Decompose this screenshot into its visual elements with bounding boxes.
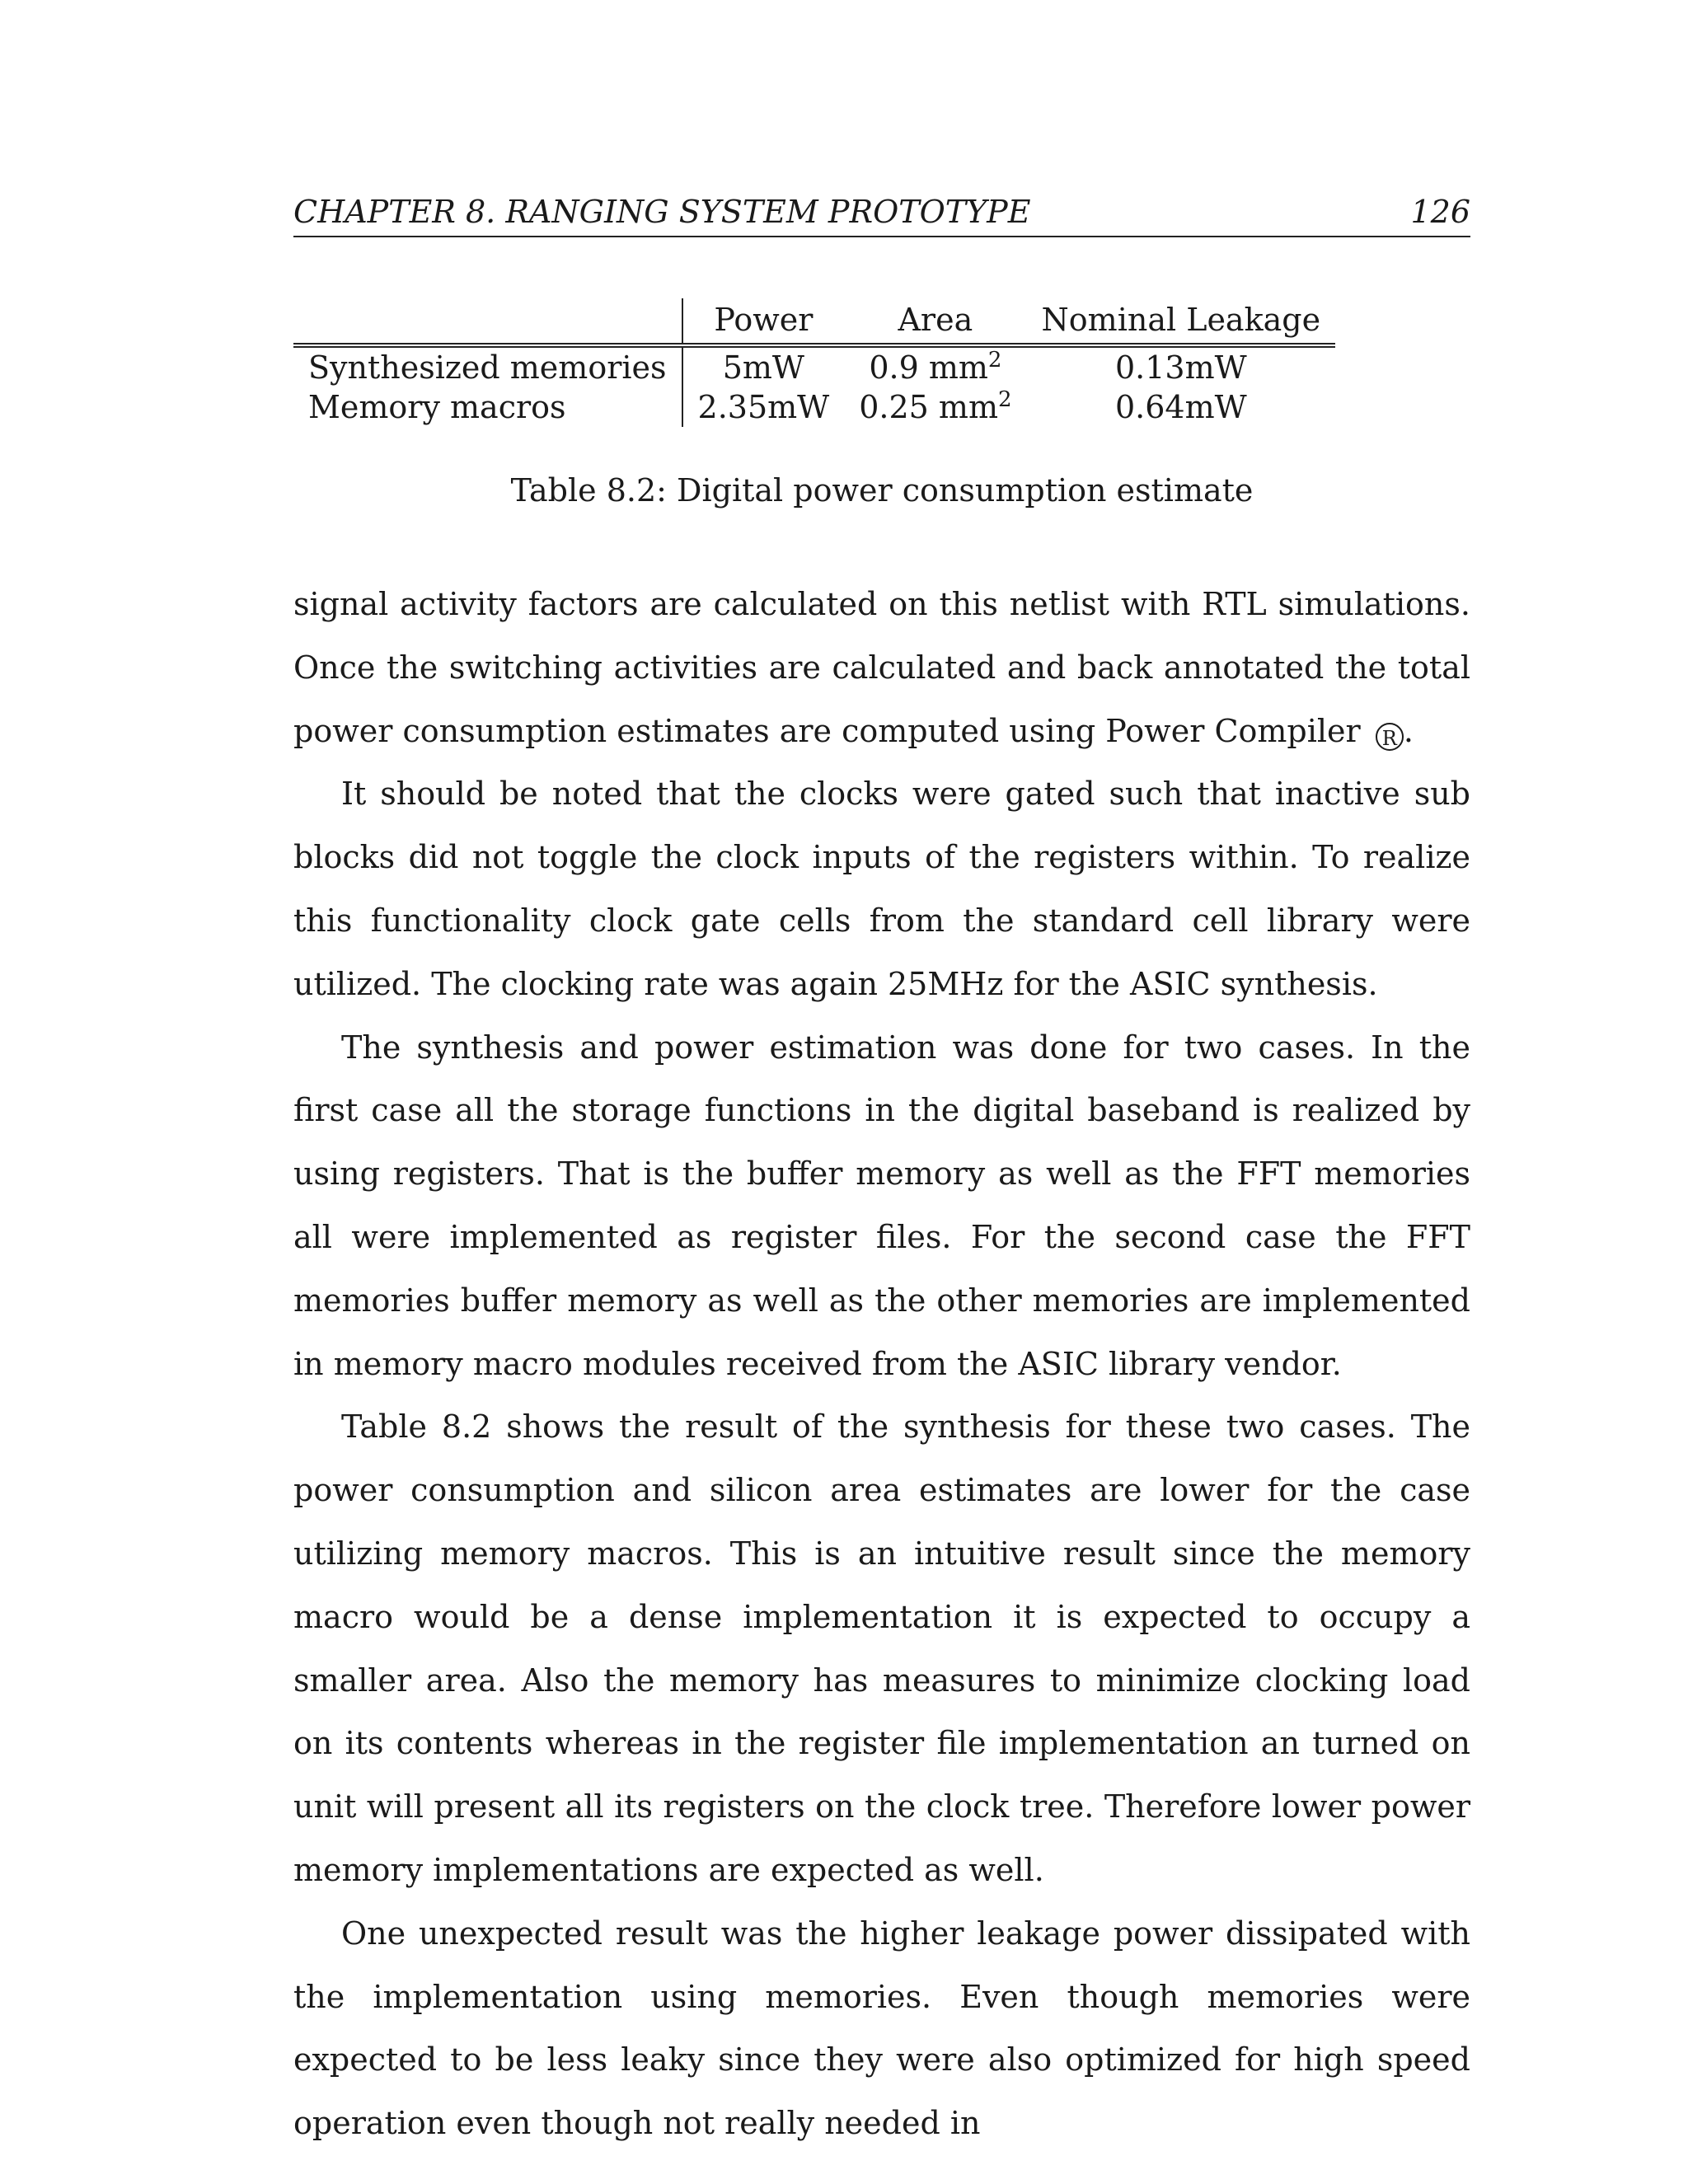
chapter-title: CHAPTER 8. RANGING SYSTEM PROTOTYPE	[293, 194, 1031, 230]
table-header-row	[293, 298, 1335, 345]
paragraph-text: signal activity factors are calculated on this netlist with RTL simulations. Once the switching activities are calculated and back annotated the total power consumption estimates are computed using Power Compiler	[293, 586, 1470, 749]
row-label: Memory macros	[293, 387, 682, 427]
table-row	[293, 387, 1335, 427]
area-cell	[844, 387, 1026, 427]
area-exponent: 2	[987, 348, 1002, 373]
paragraph: Table 8.2 shows the result of the synthesis for these two cases. The power consumption and silicon area estimates are lower for the case utilizing memory macros. This is an intuitive result since the memory macro would be a dense implementation it is expected to occupy a smaller area. Also the memory has measures to minimize clocking load on its contents whereas in the register file implementation an turned on unit will present all its registers on the clock tree. Therefore lower power memory implementations are expected as well.	[293, 1408, 1470, 1888]
paragraph	[293, 573, 1470, 762]
paragraph-text-end: .	[1403, 712, 1414, 749]
power-cell: 5mW	[722, 349, 804, 386]
power-cell: 2.35mW	[697, 389, 830, 425]
running-header	[293, 193, 1470, 237]
body-text	[293, 573, 1470, 2155]
area-value: 0.25 mm	[859, 389, 998, 425]
area-value: 0.9 mm	[869, 349, 988, 386]
column-header-area: Area	[898, 302, 973, 338]
paragraph: It should be noted that the clocks were gated such that inactive sub blocks did not toggle the clock inputs of the registers within. To realize this functionality clock gate cells from the standard cell library were utilized. The clocking rate was again 25MHz for the ASIC synthesis.	[293, 776, 1470, 1002]
paragraph: The synthesis and power estimation was done for two cases. In the first case all the storage functions in the digital baseband is realized by using registers. That is the buffer memory as well as the FFT memories all were implemented as register files. For the second case the FFT memories buffer memory as well as the other memories are implemented in memory macro modules received from the ASIC library vendor.	[293, 1029, 1470, 1382]
leakage-cell: 0.64mW	[1114, 389, 1247, 425]
table-row	[293, 345, 1335, 387]
area-exponent: 2	[997, 387, 1012, 412]
row-label: Synthesized memories	[293, 345, 682, 387]
power-table	[293, 298, 1335, 427]
column-header-leakage: Nominal Leakage	[1041, 302, 1321, 338]
registered-trademark-icon: R	[1376, 723, 1404, 751]
page-number: 126	[1410, 194, 1470, 230]
paragraph: One unexpected result was the higher leakage power dissipated with the implementation using memories. Even though memories were expected to be less leaky since they were also optimized for high speed operation even though not really needed in	[293, 1915, 1470, 2142]
column-header-power: Power	[714, 302, 814, 338]
area-cell	[844, 345, 1026, 387]
table-corner-cell	[293, 298, 682, 345]
leakage-cell: 0.13mW	[1114, 349, 1247, 386]
table-caption: Table 8.2: Digital power consumption estimate	[510, 472, 1254, 509]
